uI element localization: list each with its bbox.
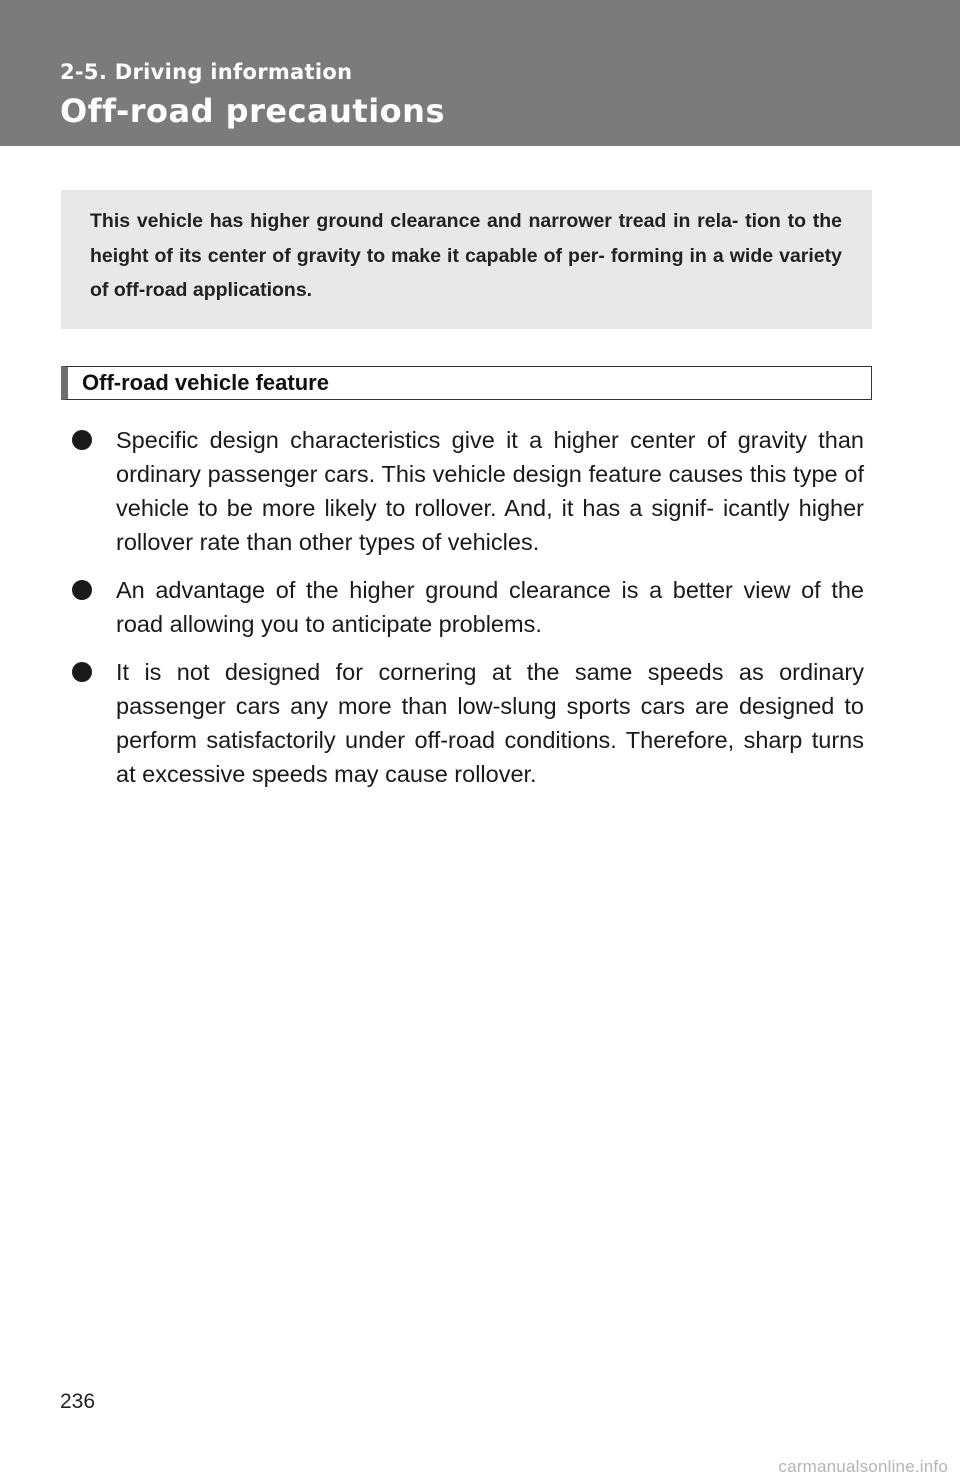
- section-label: 2-5. Driving information: [60, 60, 353, 84]
- list-item-text: An advantage of the higher ground clearance is a better view of the road allowing you to anticipate problems.: [116, 577, 864, 637]
- page-header: [0, 0, 960, 146]
- list-item-text: It is not designed for cornering at the same speeds as ordinary passenger cars any more than low-slung sports cars are designed to perform satisfactorily under off-road conditions. Therefore, sharp turns at excessive speeds may cause rollover.: [116, 659, 864, 787]
- list-item: [68, 655, 864, 791]
- list-item: [68, 423, 864, 559]
- intro-text: This vehicle has higher ground clearance and narrower tread in rela- tion to the height of its center of gravity to make it capable of per- forming in a wide variety of off-road applications.: [90, 210, 842, 301]
- watermark: carmanualsonline.info: [778, 1457, 948, 1476]
- list-item: [68, 573, 864, 641]
- page-title: Off-road precautions: [60, 92, 445, 130]
- page-number: 236: [60, 1390, 96, 1413]
- list-item-text: Specific design characteristics give it a higher center of gravity than ordinary passenger cars. This vehicle design feature causes this type of vehicle to be more likely to rollover. And, it has a signif- icantly higher rollover rate than other types of vehicles.: [116, 427, 864, 555]
- bullet-icon: [72, 580, 92, 600]
- subsection-heading: Off-road vehicle feature: [61, 366, 872, 400]
- bullet-icon: [72, 662, 92, 682]
- bullet-icon: [72, 430, 92, 450]
- feature-list: [68, 423, 864, 805]
- intro-box: [61, 190, 872, 329]
